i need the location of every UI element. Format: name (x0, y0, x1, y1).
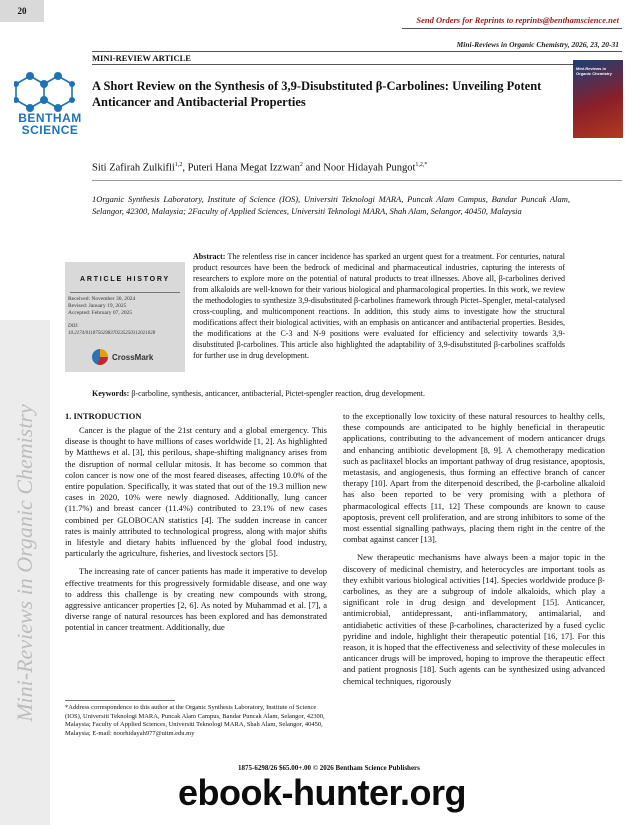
correspondence-footnote: *Address correspondence to this author at the Organic Synthesis Laboratory, Institute of Science (IOS), Universiti Teknologi MARA, Puncak Alam Campus, Bandar Puncak Alam, Selangor, 42300, Malaysia; Faculty of Applied Sciences, Universiti Teknologi MARA, Shah Alam, Selangor, 40450, Malaysia; E-mail: noorhidayah977@uitm.edu.my (65, 704, 325, 737)
article-history-heading: ARTICLE HISTORY (79, 276, 170, 283)
header-rule (402, 28, 622, 29)
publisher-name-line1: BENTHAM (18, 111, 82, 125)
revised-date: Revised: January 19, 2025 (68, 303, 127, 309)
abstract (193, 251, 565, 361)
left-column (65, 411, 327, 641)
crossmark-button[interactable] (92, 349, 153, 365)
received-date: Received: November 30, 2024 (68, 296, 136, 302)
publisher-logo-text (14, 112, 86, 136)
paragraph: Cancer is the plague of the 21st century and a global emergency. This disease is thought to have millions of cases worldwide [1, 2]. As highlighted by Matthews et al. [3], this perilous, shape-shifting malignancy arises from the disruption of normal cellular mitosis. It has become so common that colon cancer is now one of the most feared diseases, affecting 10.0% of the entire population. Specifically, it was stated that out of the 19.3 million new cases in 2020, 10% were newly diagnosed. Additionally, lung cancer (11.7%) and breast cancer (11.4%) contributed to 23.1% of new cases combined per GLOBOCAN statistics [4]. The sudden increase in cancer rates is mainly attributed to technological progress, along with major shifts in lifestyle and dietary habits influenced by the global food industry, particularly the agriculture, fisheries, and livestock sectors [5]. (65, 425, 327, 559)
footnote-rule (65, 700, 175, 701)
author-list: Siti Zafirah Zulkifli$^{1,2}$, Puteri Hana Megat Izzwan$^2$ and Noor Hidayah Pungot$^{1,2,*}$ (92, 162, 428, 174)
affiliations: 1Organic Synthesis Laboratory, Institute of Science (IOS), Universiti Teknologi MARA, Puncak Alam Campus, Bandar Puncak Alam, Selangor, 42300, Malaysia; 2Faculty of Applied Sciences, Universiti Teknologi MARA, Shah Alam, Selangor, 40450, Malaysia (92, 194, 570, 216)
header-rule-3 (92, 64, 622, 65)
article-history-rule (70, 292, 180, 293)
header-rule-2 (92, 51, 622, 52)
accepted-date: Accepted: February 07, 2025 (68, 310, 133, 316)
keywords-text: β-carboline, synthesis, anticancer, antibacterial, Pictet-spengler reaction, drug development. (131, 389, 425, 398)
doi-link[interactable]: 10.2174/0118756298370235250312021828 (68, 330, 156, 336)
article-history-dates (68, 296, 135, 317)
watermark: ebook-hunter.org (178, 772, 466, 813)
article-title: A Short Review on the Synthesis of 3,9-Disubstituted β-Carbolines: Unveiling Potent Anticancer and Antibacterial Properties (92, 79, 542, 109)
paragraph: New therapeutic mechanisms have always been a major topic in the discovery of medicinal chemistry, and heterocycles are important tools as they exhibit various biological activities [14]. Species worldwide produce β-carbolines, as they are a subgroup of indole alkaloids, which play a significant role in drug design and development [15]. Anticancer, antimicrobial, antidepressant, anti-inflammatory, antimalarial, and antidiabetic activities of these β-carbolines, characterized by a fused cyclic pyridine and indole, highlight their therapeutic potential [16, 17]. For this reason, it is hoped that the effectiveness and selectivity of these molecules in anticancer drugs will be improved, hoping to improve the therapeutic effect and patient prognosis [18]. Such agents can be synthesized using advanced chemical techniques, rigorously (343, 552, 605, 686)
abstract-label: Abstract: (193, 252, 226, 261)
right-column (343, 411, 605, 694)
abstract-text: The relentless rise in cancer incidence has sparked an urgent quest for a treatment. For centuries, natural product resources have been the bedrock of medicinal and pharmaceutical industries, capturing the interests of researchers to explore more on the potential of natural products to treat illnesses. Above all, β-carbolines derived from alkaloids are well-known for their various biological and pharmacological properties. In this work, we review the methodologies to synthesize 3,9-disubstituted β-carbolines framework through Pictet–Spengler, metal-catalysed cross-coupling, and multicomponent reactions. In addition, this study aims to investigate how the structural modifications affect their biological activities, with an emphasis on anticancer and antibacterial properties. Besides, the modifications at the C-3 and N-9 positions were evaluated for efficiency and selectivity towards 3,9-disubstituted β-carbolines. This article also highlighted the adaptability of 3,9-disubstituted β-carbolines scaffolds for further use in drug development. (193, 252, 565, 360)
keywords-label: Keywords: (92, 389, 130, 398)
doi-block (68, 324, 186, 337)
page-number: 20 (0, 0, 44, 22)
author-rule (92, 180, 622, 181)
cover-title: Mini-Reviews in Organic Chemistry (576, 66, 612, 76)
article-type: MINI-REVIEW ARTICLE (92, 53, 191, 63)
doi-label: DOI: (68, 324, 79, 329)
copyright-footer: 1875-6298/26 $65.00+.00 © 2026 Bentham Science Publishers (238, 764, 420, 772)
journal-citation: Mini-Reviews in Organic Chemistry, 2026, 23, 20-31 (456, 40, 619, 49)
crossmark-icon (92, 349, 108, 365)
section-heading: 1. INTRODUCTION (65, 411, 142, 421)
crossmark-label: CrossMark (112, 352, 154, 362)
keywords (92, 389, 570, 398)
paragraph: The increasing rate of cancer patients has made it imperative to develop effective treatments for this progressively formidable disease, and one way to address this challenge is by creating new compounds with strong, aggressive anticancer properties [2, 6]. As noted by Muhammad et al. [7], a diverse range of natural resources has been explored and has demonstrated potential in cancer treatment. Additionally, due (65, 566, 327, 633)
publisher-name-line2: SCIENCE (21, 123, 79, 137)
reprint-notice: Send Orders for Reprints to reprints@benthamscience.net (416, 15, 619, 25)
sidebar-journal-name: Mini-Reviews in Organic Chemistry (12, 404, 37, 722)
paragraph: to the exceptionally low toxicity of these natural resources to healthy cells, these compounds are anticipated to be highly beneficial in therapeutic applications, contributing to the advancement of modern anticancer drugs and enhancing antibiotic development [8, 9]. A chemotherapy medication such as paclitaxel blocks an important pathway of drug resistance, apoptosis, metastasis, and angiogenesis, thus forming an effective branch of cancer therapy [10]. Apart from the diterpenoid described, the β-carboline alkaloid has also been reported to be very promising with a plethora of pharmacological effects [11, 12] These compounds are known to cause apoptosis, prevent cell proliferation, and are strong inhibitors to some of the most essential signalling pathways, placing them right in the centre of the combat against cancer [13]. (343, 411, 605, 545)
